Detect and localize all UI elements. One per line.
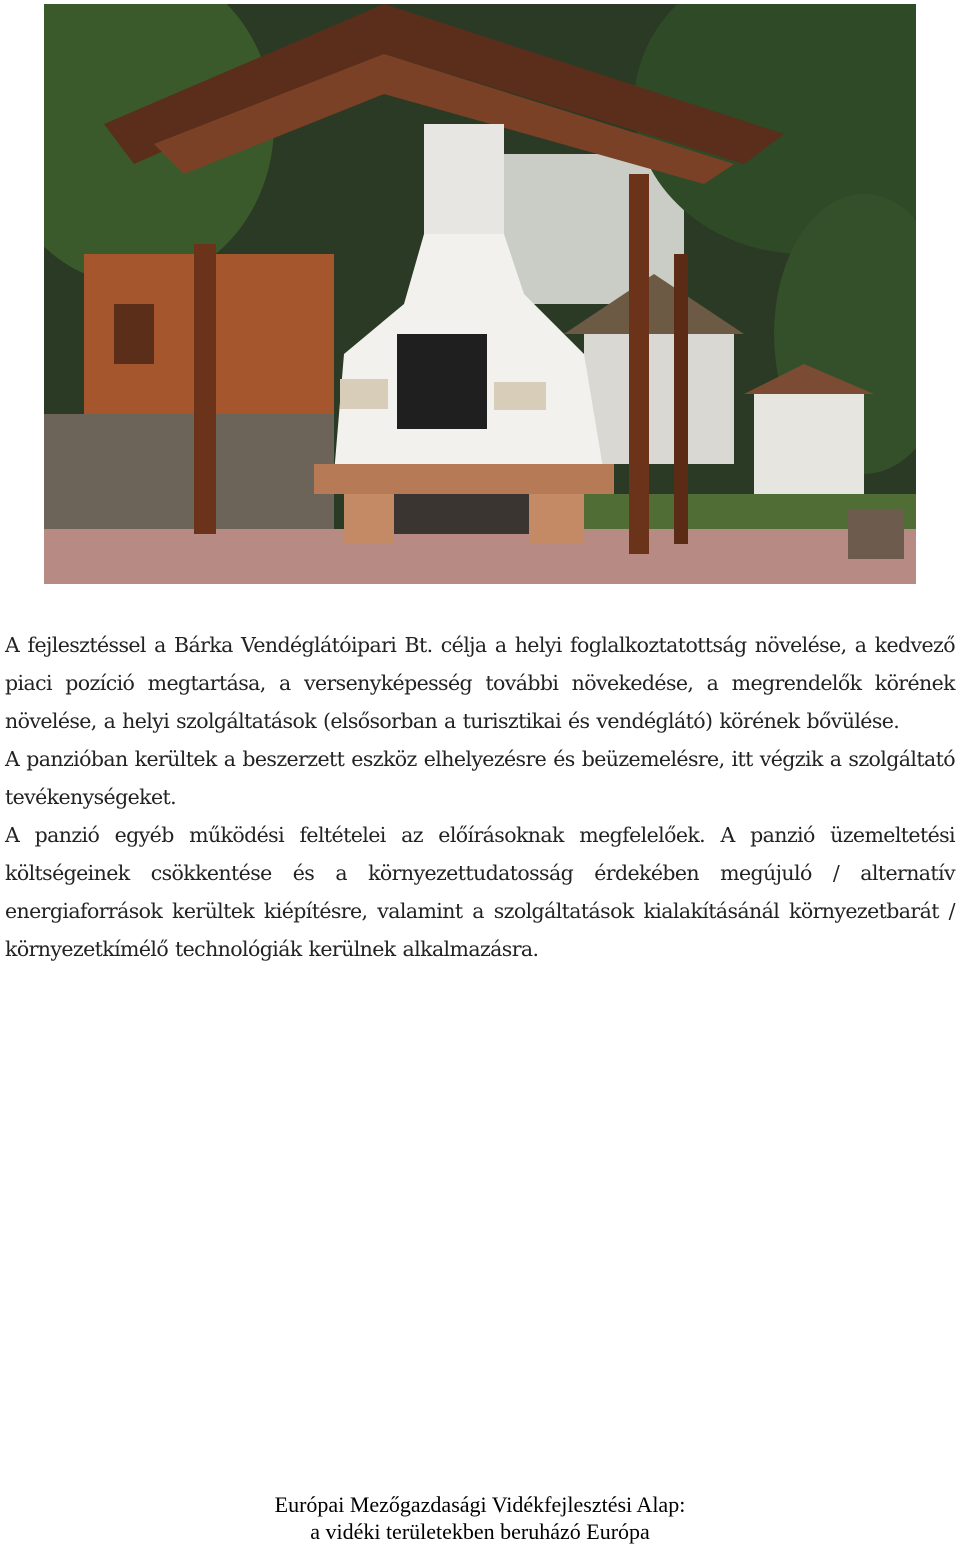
footer-line-2: a vidéki területekben beruházó Európa <box>310 1519 650 1544</box>
body-text <box>5 626 955 968</box>
paragraph-2: A panzióban kerültek a beszerzett eszköz elhelyezésre és beüzemelésre, itt végzik a szolgáltató tevékenységeket. <box>5 747 955 809</box>
paragraph-3: A panzió egyéb működési feltételei az előírásoknak megfelelőek. A panzió üzemeltetési költségeinek csökkentése és a környezettudatosság érdekében megújuló / alternatív energiaforrások kerültek kiépítésre, valamint a szolgáltatások kialakításánál környezetbarát / környezetkímélő technológiák kerülnek alkalmazásra. <box>5 823 955 961</box>
paragraph-1: A fejlesztéssel a Bárka Vendéglátóipari Bt. célja a helyi foglalkoztatottság növelése, a kedvező piaci pozíció megtartása, a versenyképesség további növekedése, a megrendelők körének növelése, a helyi szolgáltatások (elsősorban a turisztikai és vendéglátó) körének bővülése. <box>5 633 955 733</box>
footer <box>0 1491 960 1545</box>
outdoor-oven-photo <box>44 4 916 584</box>
footer-line-1: Európai Mezőgazdasági Vidékfejlesztési Alap: <box>274 1492 686 1517</box>
